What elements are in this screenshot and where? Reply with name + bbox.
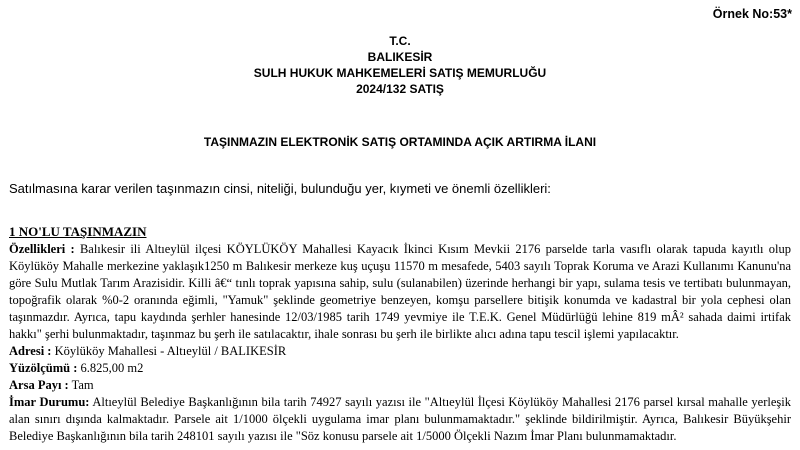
area-row [9,360,791,377]
area-value: 6.825,00 m2 [80,361,144,375]
zoning-paragraph [9,394,791,445]
land-share-label: Arsa Payı : [9,378,69,392]
properties-text: Balıkesir ili Altıeylül ilçesi KÖYLÜKÖY Mahallesi Kayacık İkinci Kısım Mevkii 2176 parselde tarla vasıflı olarak tapuda kayıtlı olup Köylüköy Mahalle merkezine yaklaşık1250 m Balıkesir merkeze kuş uçuşu 11570 m mesafede, 5403 sayılı Toprak Koruma ve Arazi Kullanımı Kanunu'na göre Sulu Mutlak Tarım Arazisidir. Killi â€“ tınlı toprak yapısına sahip, sulu (sulanabilen) üzerinde herhangi bir yapı, sulama tesis ve tertibatı bulunmayan, topoğrafik olarak %0-2 oranında eğimli, "Yamuk" şeklinde geometriye benzeyen, komşu parsellere bitişik konumda ve kadastral bir yola cephesi olan taşınmazdır. Ayrıca, tapu kaydında şerhler hanesinde 12/03/1985 tarih 1749 yevmiye ile T.E.K. Genel Müdürlüğü lehine 819 mÂ² sahada daimi irtifak hakkı" şerhi bulunmaktadır, taşınmaz bu şerh ile satılacaktır, ihale sonrası bu şerh ile birlikte alıcı adına tapu tescil işlemi yapılacaktır. [9,242,792,341]
example-number: Örnek No:53* [712,7,792,21]
page-title: TAŞINMAZIN ELEKTRONİK SATIŞ ORTAMINDA AÇIK ARTIRMA İLANI [203,135,597,149]
properties-paragraph [9,241,791,343]
header-file-number: 2024/132 SATIŞ [356,82,444,96]
address-row [9,343,791,360]
address-value: Köylüköy Mahallesi - Altıeylül / BALIKESİR [54,344,287,358]
address-label: Adresi : [9,344,52,358]
header-tc: T.C. [389,34,411,48]
lot-title [9,223,791,241]
land-share-row [9,377,791,394]
zoning-text: Altıeylül Belediye Başkanlığının bila tarih 74927 sayılı yazısı ile "Altıeylül İlçesi Köylüköy Mahallesi 2176 parsel kırsal mahalle yerleşik alan sınırı dışında kalmaktadır. Parsele ait 1/1000 ölçekli uygulama imar planı bulunmamaktadır." şeklinde bildirilmiştir. Ayrıca, Balıkesir Büyükşehir Belediye Başkanlığının bila tarih 248101 sayılı yazısı ile "Söz konusu parsele ait 1/5000 Ölçekli Nazım İmar Planı bulunmamaktadır. [9,395,792,443]
land-share-value: Tam [71,378,94,392]
properties-label: Özellikleri : [9,242,75,256]
document-header [0,33,800,97]
lot-section [9,223,791,445]
lot-title-text: 1 NO'LU TAŞINMAZIN [9,224,147,239]
zoning-label: İmar Durumu: [9,395,90,409]
intro-text: Satılmasına karar verilen taşınmazın cinsi, niteliği, bulunduğu yer, kıymeti ve önemli özellikleri: [9,181,551,196]
area-label: Yüzölçümü : [9,361,78,375]
header-city: BALIKESİR [367,50,433,64]
header-office: SULH HUKUK MAHKEMELERİ SATIŞ MEMURLUĞU [253,66,547,80]
